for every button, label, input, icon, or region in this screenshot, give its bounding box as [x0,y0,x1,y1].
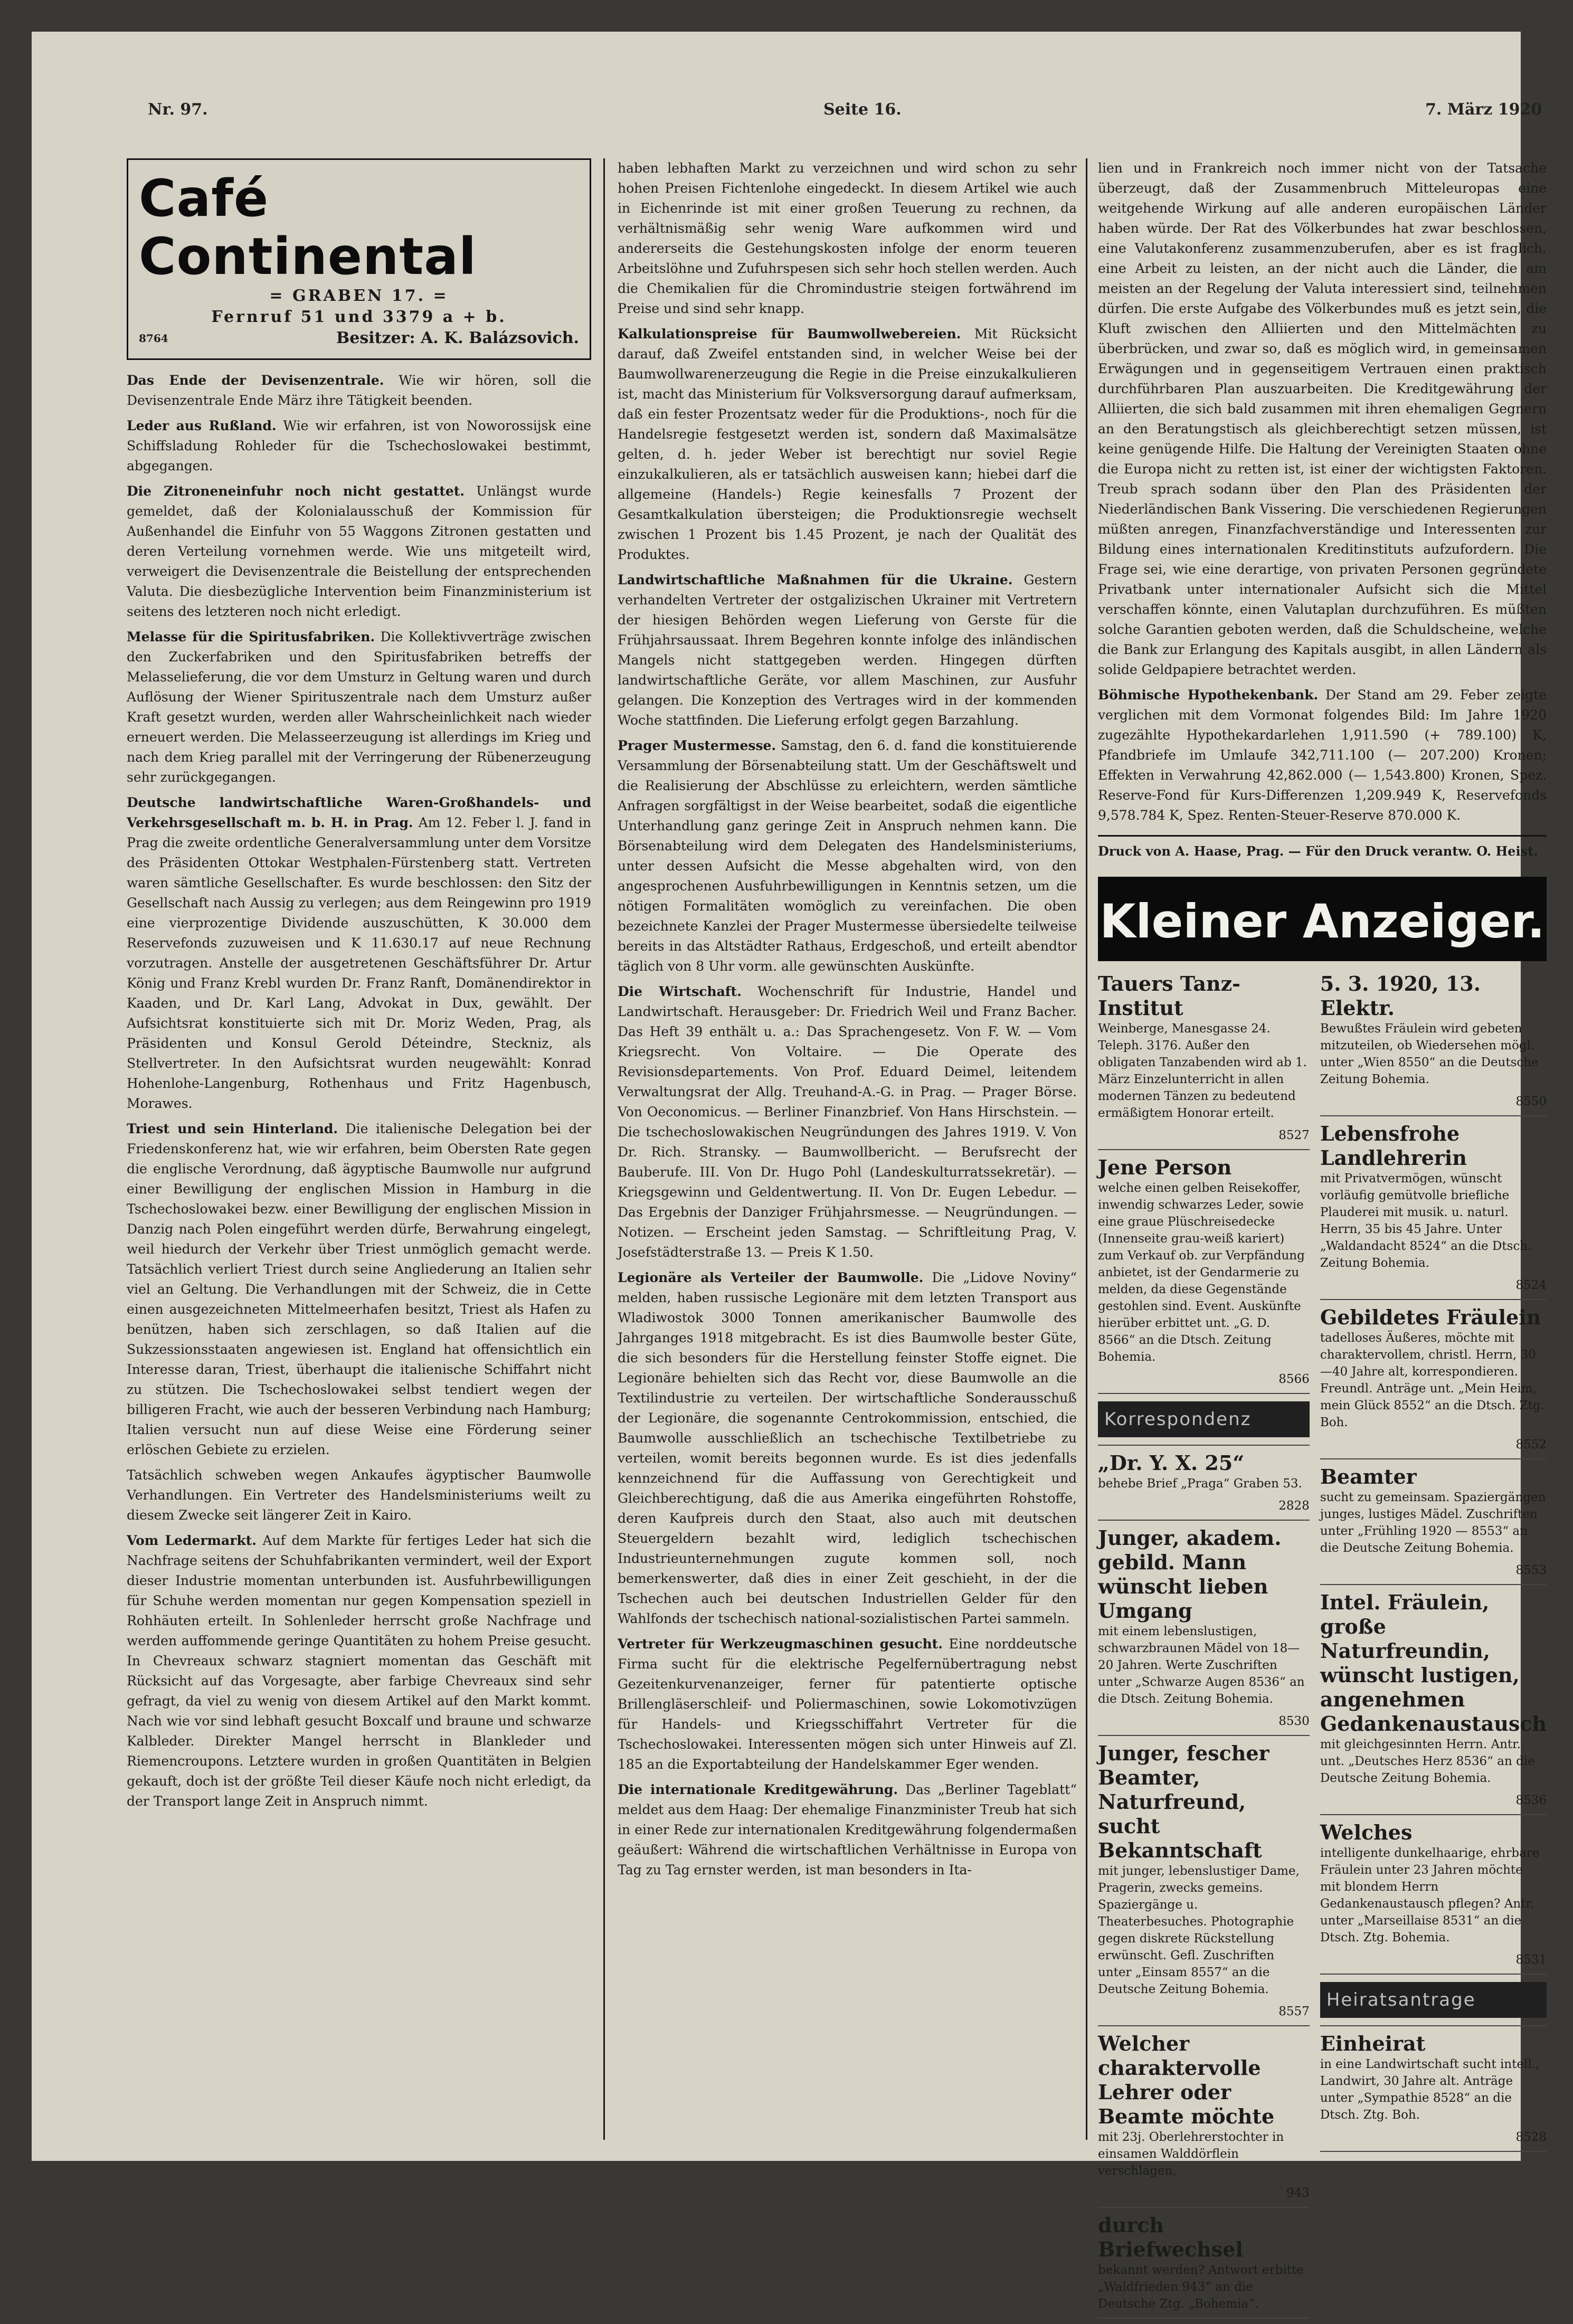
ad-divider [1098,1149,1310,1150]
ad-number: 8550 [1515,1095,1547,1108]
printer-imprint: Druck von A. Haase, Prag. — Für den Druck verantw. O. Heist. [1098,835,1547,861]
ad-title: Junger, fescher Beamter, Naturfreund, sucht Bekanntschaft [1098,1741,1269,1862]
article-melasse: Melasse für die Spiritusfabriken. Die Kollektivverträge zwischen den Zuckerfabriken und den Spiritusfabriken betreffs der Melasselieferung, die vor dem Umsturz in Geltung waren und durch Auflösung der Wiener Spirituszentrale nach dem Umsturz außer Kraft gesetzt wurden, werden aller Wahrscheinlichkeit nach wieder erneuert werden. Die Melasseerzeugung ist allerdings im Krieg und nach dem Krieg parallel mit der Verringerung der Rübenerzeugung sehr zurückgegangen. [127,629,591,785]
cafe-address: = GRABEN 17. = [269,287,449,305]
ad-title: Beamter [1320,1465,1417,1488]
ad-text: behebe Brief „Praga“ Graben 53. [1098,1477,1302,1491]
ad-text: mit 23j. Oberlehrerstochter in einsamen Walddörflein verschlagen, [1098,2130,1284,2178]
classified-ad [1320,1305,1547,1459]
classified-ad [1098,1451,1310,1521]
page-header [148,100,1573,132]
article-warenhandel-gesellschaft: Deutsche landwirtschaftliche Waren-Großhandels- und Verkehrsgesellschaft m. b. H. in Prag. Am 12. Feber l. J. fand in Prag die zweite ordentliche Generalversammlung unter dem Vorsitze des Präsidenten Ottokar Westphalen-Fürstenberg statt. Vertreten waren sämtliche Gesellschafter. Es wurde beschlossen: den Sitz der Gesellschaft nach Aussig zu verlegen; aus dem Reingewinn pro 1919 eine vierprozentige Dividende auszuschütten, K 30.000 dem Reservefonds zuzuweisen und K 11.630.17 auf neue Rechnung vorzutragen. Anstelle der ausgetretenen Geschäftsführer Dr. Artur König und Franz Krebl wurden Dr. Franz Ranft, Domänendirektor in Kaaden, und Dr. Karl Lang, Advokat in Dux, gewählt. Der Aufsichtsrat konstituierte sich mit Dr. Moriz Weden, Prag, als Präsidenten und Konsul Gerold Déteindre, Steckniz, als Stellvertreter. In den Aufsichtsrat wurden neugewählt: Konrad Hohenlohe-Langenburg, Rothenhaus und Fritz Hagenbusch, Morawes. [127,795,591,1111]
ad-number: 8531 [1515,1953,1547,1967]
newspaper-page [32,32,1547,2311]
ad-title: durch Briefwechsel [1098,2213,1243,2261]
ad-number: 8527 [1278,1128,1310,1142]
classifieds-banner: Kleiner Anzeiger. [1098,877,1547,961]
classified-ad [1098,1155,1310,1394]
ad-divider [1320,1814,1547,1815]
article-baumwollwebereien: Kalkulationspreise für Baumwollwebereien. Mit Rücksicht darauf, daß Zweifel entstanden sind, in welcher Weise bei der Baumwollwarenerzeugung die Regie in die Preise einzukalkulieren ist, macht das Ministerium für Volksversorgung darauf aufmerksam, daß ein fester Prozentsatz weder für die Produktions-, noch für die Handelsregie festgesetzt werden ist, sondern daß Maximalsätze gelten, d. h. jeder Weber ist berechtigt nur soviel Regie einzukalkulieren, als er tatsächlich ausweisen kann; hiebei darf die allgemeine (Handels-) Regie keinesfalls 7 Prozent der Gesamtkalkulation übersteigen; die Produktionsregie wechselt zwischen 1 Prozent bis 1.45 Prozent, je nach der Qualität des Produktes. [618,326,1077,562]
ad-banner-chip: Heiratsantrage [1320,1982,1547,2018]
ad-divider [1320,1299,1547,1300]
issue-date: 7. März 1920 [1425,100,1542,119]
ad-title: Junger, akadem. gebild. Mann wünscht lieben Umgang [1098,1526,1282,1623]
ad-number: 8528 [1515,2130,1547,2144]
ad-text: intelligente dunkelhaarige, ehrbare Fräulein unter 23 Jahren möchte mit blondem Herrn Gedankenaustausch pflegen? Antr. unter „Marseillaise 8531“ an die Dtsch. Ztg. Bohemia. [1320,1846,1540,1944]
cafe-phone: Fernruf 51 und 3379 a + b. [211,308,507,326]
ad-number: 8553 [1515,1563,1547,1577]
cafe-name: Café Continental [139,169,477,286]
ad-text: bekannt werden? Antwort erbitte „Waldfrieden 943“ an die Deutsche Ztg. „Bohemia“. [1098,2263,1304,2311]
ad-number: 8536 [1515,1794,1547,1807]
ad-text: mit Privatvermögen, wünscht vorläufig gemütvolle briefliche Plauderei mit musik. u. naturl. Herrn, 35 bis 45 Jahre. Unter „Waldandacht 8524“ an die Dtsch. Zeitung Bohemia. [1320,1172,1532,1270]
classifieds-left [1098,972,1310,2324]
ad-text: mit junger, lebenslustiger Dame, Pragerin, zwecks gemeins. Spaziergänge u. Theaterbesuches. Photographie gegen diskrete Rückstellung erwünscht. Gefl. Zuschriften unter „Einsam 8557“ an die Deutsche Zeitung Bohemia. [1098,1864,1300,1996]
ad-divider [1320,1584,1547,1585]
ad-divider [1098,1520,1310,1521]
ad-divider [1320,1974,1547,1975]
ad-number: 8557 [1278,2005,1310,2018]
article-ukraine: Landwirtschaftliche Maßnahmen für die Ukraine. Gestern verhandelten Vertreter der ostgalizischen Ukrainer mit Vertretern der hiesigen Behörden wegen Lieferung von Gerste für die Frühjahrsaussaat. Ihrem Begehren konnte infolge des inländischen Mangels nicht stattgegeben werden. Hingegen dürften landwirtschaftliche Geräte, vor allem Maschinen, zur Ausfuhr gelangen. Die Konzeption des Vertrages wird in der kommenden Woche stattfinden. Die Lieferung erfolgt gegen Barzahlung. [618,572,1077,728]
article-ledermarkt: Vom Ledermarkt. Auf dem Markte für fertiges Leder hat sich die Nachfrage seitens der Schuhfabrikanten vermindert, weil der Export dieser Industrie momentan unterbunden ist. Ausfuhrbewilligungen für Schuhe werden momentan nur gegen Kompensation speziell in Rohhäuten erteilt. In Sohlenleder herrscht große Nachfrage und werden auffommende geringe Quantitäten zu hohem Preise gesucht. In Chevreaux schwarz stagniert momentan das Geschäft mit Rücksicht auf das Vorgesagte, aber farbige Chevreaux sind sehr gefragt, da viel zu wenig von diesem Artikel auf den Markt kommt. Nach wie vor sind lebhaft gesucht Boxcalf und braune und schwarze Kalbleder. Direkter Mangel herrscht in Blankleder und Riemencroupons. Letztere wurden in großen Quantitäten in Belgien gekauft, doch ist der größte Teil dieser Käufe noch nicht erledigt, da der Transport lange Zeit in Anspruch nimmt. [127,1533,591,1809]
article-hypothekenbank: Böhmische Hypothekenbank. Der Stand am 29. Feber zeigte verglichen mit dem Vormonat folgendes Bild: Im Jahre 1920 zugezählte Hypothekardarlehen 1,911.590 (+ 789.100) K, Pfandbriefe im Umlaufe 342,711.100 (— 207.200) Kronen; Effekten in Verwahrung 42,862.000 (— 1,543.800) Kronen, Spez. Reserve-Fond für Kurs-Differenzen 1,209.949 K, Reservefonds 9,578.784 K, Spez. Renten-Steuer-Reserve 870.000 K. [1098,687,1547,823]
ad-divider [1098,2318,1310,2319]
classifieds [1098,972,1547,2324]
ad-title: Gebildetes Fräulein [1320,1305,1541,1329]
classified-ad [1320,2032,1547,2152]
ad-banner-chip: Korrespondenz [1098,1401,1310,1437]
ad-title: Intel. Fräulein, große Naturfreundin, wünscht lustigen, angenehmen Gedankenaustausch [1320,1590,1547,1735]
classified-ad [1098,1526,1310,1736]
article-leder-russland: Leder aus Rußland. Wie wir erfahren, ist von Noworossijsk eine Schiffsladung Rohleder für die Tschechoslowakei bestimmt, abgegangen. [127,418,592,473]
classified-ad [1320,1820,1547,1975]
article-triest: Triest und sein Hinterland. Die italienische Delegation bei der Friedenskonferenz hat, wie wir erfahren, beim Obersten Rate gegen die englische Verordnung, daß ägyptische Baumwolle nur aufgrund einer Bewilligung der englischen Mission in Hamburg in die Tschechoslowakei bezw. einer Bewilligung der englischen Mission in Danzig nach Polen eingeführt werden dürfe, Berwahrung eingelegt, weil hiedurch der Verkehr über Triest unmöglich gemacht werde. Tatsächlich verliert Triest durch seine Angliederung an Italien sehr viel an Geltung. Die Verhandlungen mit der Schweiz, die in Cette einen ausgezeichneten Mittelmeerhafen besitzt, Triest als Hafen zu benützen, haben sich zerschlagen, so daß Italien auf die Sukzessionsstaaten angewiesen ist. England hat offensichtlich ein Interesse daran, Triest, überhaupt die italienische Schiffahrt nicht zu stützen. Die Tschechoslowakei selbst tendiert wegen der billigeren Fracht, wie auch der besseren Verbindung nach Hamburg; Italien versucht nun auf diese Weise eine Förderung seiner erlöschen Gebiete zu erzielen. [127,1121,591,1457]
classified-ad [1098,2213,1310,2319]
ad-number: 943 [1286,2186,1310,2200]
classified-ad [1098,1741,1310,2026]
ad-divider [1320,2025,1547,2026]
ad-text: Bewußtes Fräulein wird gebeten mitzuteilen, ob Wiedersehen mögl. unter „Wien 8550“ an die Deutsche Zeitung Bohemia. [1320,1022,1539,1086]
article-mustermesse: Prager Mustermesse. Samstag, den 6. d. fand die konstituierende Versammlung der Börsenabteilung statt. Um der Geschäftswelt und die Realisierung der Abschlüsse zu erleichtern, werden sämtliche Anfragen sorgfältigst in der Weise bearbeitet, sodaß die eigentliche Unterhandlung ganz geringe Zeit in Anspruch nehmen kann. Die Börsenabteilung wird dem Delegaten des Handelsministeriums, unter dessen Aufsicht die Messe abgehalten wird, von den angesprochenen Ausfuhrbewilligungen in Kenntnis setzen, um die nötigen Formalitäten womöglich zu vereinfachen. Die oben bezeichnete Kanzlei der Prager Mustermesse übersiedelte teilweise bereits in das Altstädter Rathaus, Erdgeschoß, und erteilt abendtor täglich von 8 Uhr vorm. alle gewünschten Auskünfte. [618,738,1077,974]
ad-title: 5. 3. 1920, 13. Elektr. [1320,972,1481,1020]
column-3 [1098,158,1547,2311]
classified-ad [1320,972,1547,1116]
ad-divider [1098,2025,1310,2026]
ad-text: in eine Landwirtschaft sucht intell., Landwirt, 30 Jahre alt. Anträge unter „Sympathie 8528“ an die Dtsch. Ztg. Boh. [1320,2057,1540,2122]
article-kredit-cont: lien und in Frankreich noch immer nicht von der Tatsache überzeugt, daß der Zusammenbruch Mitteleuropas eine weitgehende Wirkung auf alle anderen europäischen Länder haben würde. Der Rat des Völkerbundes hat zwar beschlossen, eine Valutakonferenz zusammenzuberufen, aber es ist fraglich, eine Arbeit zu leisten, an der nicht auch die Länder, die am meisten an der Regelung der Valuta interessiert sind, teilnehmen dürfen. Die erste Aufgabe des Völkerbundes muß es jetzt sein, die Kluft zwischen den Alliierten und den Mittelmächten zu überbrücken, und zwar so, daß es möglich wird, in gemeinsamen Erwägungen und in gegenseitigem Vertrauen einen praktisch durchführbaren Plan auszuarbeiten. Die Kreditgewährung der Alliierten, die sich bald zusammen mit ihren ehemaligen Gegnern an den Beratungstisch als gleichberechtigt setzen müssen, ist keine genügende Hilfe. Die Haltung der Vereinigten Staaten ohne die Europa nicht zu retten ist, ist einer der wichtigsten Faktoren. Treub sprach sodann über den Plan des Präsidenten der Niederländischen Bank Vissering. Die verschiedenen Regierungen müßten anregen, Finanzfachverständige und Interessenten zur Bildung eines internationalen Kreditinstituts aufzufordern. Die Frage sei, wie eine derartige, von privaten Personen gegründete Privatbank unter internationaler Aufsicht sich die Mittel verschaffen könnte, einen Valutaplan durchzuführen. Es müßten solche Garantien geboten werden, daß die Schuldscheine, welche die Bank zur Erlangung des Kapitals ausgibt, in allen Ländern als solide Geldpapiere betrachtet werden. [1098,160,1547,677]
ad-title: Jene Person [1098,1155,1232,1179]
column-2 [618,158,1077,2140]
classifieds-right [1320,972,1547,2324]
classified-ad [1098,2032,1310,2208]
article-legionaere: Legionäre als Verteiler der Baumwolle. Die „Lidove Noviny“ melden, haben russische Legionäre mit dem letzten Transport aus Wladiwostok 3000 Tonnen amerikanischer Baumwolle des Jahrganges 1918 mitgebracht. Es ist dies Baumwolle bester Güte, die sich besonders für die Herstellung feinster Stoffe eignet. Die Legionäre behielten sich das Recht vor, diese Baumwolle an die Textilindustrie zu verteilen. Der wirtschaftliche Sonderausschuß der Legionäre, die sogenannte Centrokommission, entschied, die Baumwolle ausschließlich an tschechische Textilbetriebe zu verteilen, womit bereits begonnen wurde. Es ist dies jedenfalls kennzeichnend für die Auffassung von Gerechtigkeit und Gleichberechtigung, daß die aus Amerika eingeführten Rohstoffe, deren Kaufpreis durch den Staat, also auch mit deutschen Steuergeldern bezahlt wird, lediglich tschechischen Industrieunternehmungen zugute kommen soll, noch bemerkenswerter, daß dies in einer Zeit geschieht, in der die Tschechen auch bei deutschen Industriellen Gelder für den Wahlfonds der tschechisch national-sozialistischen Partei sammeln. [618,1270,1077,1626]
ad-number: 8524 [1515,1278,1547,1292]
ad-text: welche einen gelben Reisekoffer, inwendig schwarzes Leder, sowie eine graue Plüschreisedecke (Innenseite grau-weiß kariert) zum Verkauf ob. zur Verpfändung anbietet, ist der Gendarmerie zu melden, da diese Gegenstände gestohlen sind. Event. Auskünfte hierüber erbittet unt. „G. D. 8566“ an die Dtsch. Zeitung Bohemia. [1098,1181,1305,1364]
classified-ad [1320,1982,1547,2026]
article-werkzeugmaschinen: Vertreter für Werkzeugmaschinen gesucht. Eine norddeutsche Firma sucht für die elektrische Pegelfernübertragung nebst Gezeitenkurvenanzeiger, ferner für patentierte optische Brillengläserschleif- und Poliermaschinen, sowie Lokomotivzügen für Handels- und Kriegsschiffahrt Vertreter für die Tschechoslowakei. Interessenten mögen sich unter Hinweis auf Zl. 185 an die Exportabteilung der Handelskammer Eger wenden. [618,1636,1077,1772]
cafe-ad-number: 8764 [139,332,168,345]
article-wirtschaft: Die Wirtschaft. Wochenschrift für Industrie, Handel und Landwirtschaft. Herausgeber: Dr. Friedrich Weil und Franz Bacher. Das Heft 39 enthält u. a.: Das Sprachengesetz. Von F. W. — Vom Kriegsrecht. Von Voltaire. — Die Operate des Revisionsdepartements. Von Prof. Eduard Deimel, leitendem Verwaltungsrat der Allg. Treuhand-A.-G. in Prag. — Prager Börse. Von Oeconomicus. — Berliner Finanzbrief. Von Hans Hirschstein. — Die tschechoslowakischen Neugründungen des Jahres 1919. V. Von Dr. Rich. Stransky. — Baumwollbericht. — Berufsrecht der Bauberufe. III. Von Dr. Hugo Pohl (Landeskulturratssekretär). — Kriegsgewinn und Geldentwertung. II. Von Dr. Eugen Lebedur. — Das Ergebnis der Danziger Frühjahrsmesse. — Neugründungen. — Notizen. — Erscheint jeden Samstag. — Schriftleitung Prag, V. Josefstädterstraße 13. — Preis K 1.50. [618,984,1077,1260]
ad-text: mit gleichgesinnten Herrn. Antr. unt. „Deutsches Herz 8536“ an die Deutsche Zeitung Bohemia. [1320,1738,1535,1785]
ad-text: tadelloses Äußeres, möchte mit charaktervollem, christl. Herrn, 30—40 Jahre alt, korrespondieren. Freundl. Anträge unt. „Mein Heim, mein Glück 8552“ an die Dtsch. Ztg. Boh. [1320,1331,1544,1429]
column-rule-2 [1086,158,1087,2140]
article-devisenzentrale: Das Ende der Devisenzentrale. Wie wir hören, soll die Devisenzentrale Ende März ihre Tätigkeit beenden. [127,373,592,408]
ad-divider [1320,1115,1547,1116]
ad-title: „Dr. Y. X. 25“ [1098,1451,1245,1475]
classified-ad [1098,972,1310,1150]
classified-ad [1320,1122,1547,1300]
page-number: Seite 16. [823,100,902,119]
ad-number: 2828 [1278,1499,1310,1513]
article-kreditgewaehrung: Die internationale Kreditgewährung. Das „Berliner Tageblatt“ meldet aus dem Haag: Der ehemalige Finanzminister Treub hat sich in einer Rede zur internationalen Kreditgewährung folgendermaßen geäußert: Während die wirtschaftlichen Verhältnisse in Europa von Tag zu Tag ernster werden, ist man besonders in Ita- [618,1782,1077,1877]
ad-title: Lebensfrohe Landlehrerin [1320,1122,1467,1170]
ad-divider [1320,2151,1547,2152]
ad-number: 8530 [1278,1714,1310,1728]
cafe-owner: Besitzer: A. K. Balázsovich. [336,329,579,347]
ad-text: sucht zu gemeinsam. Spaziergängen junges, lustiges Mädel. Zuschriften unter „Frühling 1920 — 8553“ an die Deutsche Zeitung Bohemia. [1320,1491,1546,1555]
ad-number: 8566 [1278,1372,1310,1386]
ad-divider [1320,1458,1547,1459]
article-triest-cont: Tatsächlich schweben wegen Ankaufes ägyptischer Baumwolle Verhandlungen. Ein Vertreter des Handelsministeriums weilt zu diesem Zwecke seit längerer Zeit in Kairo. [127,1467,591,1523]
classified-ad [1320,1590,1547,1815]
ad-divider [1098,1393,1310,1394]
ad-text: Weinberge, Manesgasse 24. Teleph. 3176. Außer den obligaten Tanzabenden wird ab 1. März Einzelunterricht in allen modernen Tänzen zu bedeutend ermäßigtem Honorar erteilt. [1098,1022,1307,1120]
cafe-continental-ad [127,158,591,360]
article-zitronen: Die Zitroneneinfuhr noch nicht gestattet. Unlängst wurde gemeldet, daß der Kolonialausschuß der Kommission für Außenhandel die Einfuhr von 55 Waggons Zitronen gestatten und deren Verteilung vornehmen werde. Wie uns mitgeteilt wird, verweigert die Devisenzentrale die Beistellung der entsprechenden Valuta. Die diesbezügliche Intervention beim Finanzministerium ist seitens des letzteren noch nicht erledigt. [127,483,592,619]
ad-title: Tauers Tanz-Institut [1098,972,1240,1020]
article-ledermarkt-cont: haben lebhaften Markt zu verzeichnen und wird schon zu sehr hohen Preisen Fichtenlohe eingedeckt. In diesem Artikel wie auch in Eichenrinde ist mit einer großen Teuerung zu rechnen, da verhältnismäßig sehr wenig Ware aufkommen wird und andererseits die Gestehungskosten infolge der enorm teueren Arbeitslöhne und Zufuhrspesen sich sehr hoch stellen werden. Auch die Chemikalien für die Chromindustrie steigen fortwährend im Preise und sind sehr knapp. [618,160,1077,316]
classified-ad [1320,1465,1547,1585]
ad-title: Einheirat [1320,2032,1426,2055]
ad-divider [1098,1445,1310,1446]
ad-text: mit einem lebenslustigen, schwarzbraunen Mädel von 18—20 Jahren. Werte Zuschriften unter „Schwarze Augen 8536“ an die Dtsch. Zeitung Bohemia. [1098,1625,1305,1706]
ad-divider [1098,1735,1310,1736]
classified-ad [1098,1401,1310,1446]
ad-number: 8552 [1515,1438,1547,1452]
ad-title: Welches [1320,1820,1413,1844]
ad-divider [1098,2207,1310,2208]
column-rule-1 [603,158,605,2140]
ad-title: Welcher charaktervolle Lehrer oder Beamte möchte [1098,2032,1275,2128]
column-1 [127,158,591,2140]
issue-number: Nr. 97. [148,100,208,119]
